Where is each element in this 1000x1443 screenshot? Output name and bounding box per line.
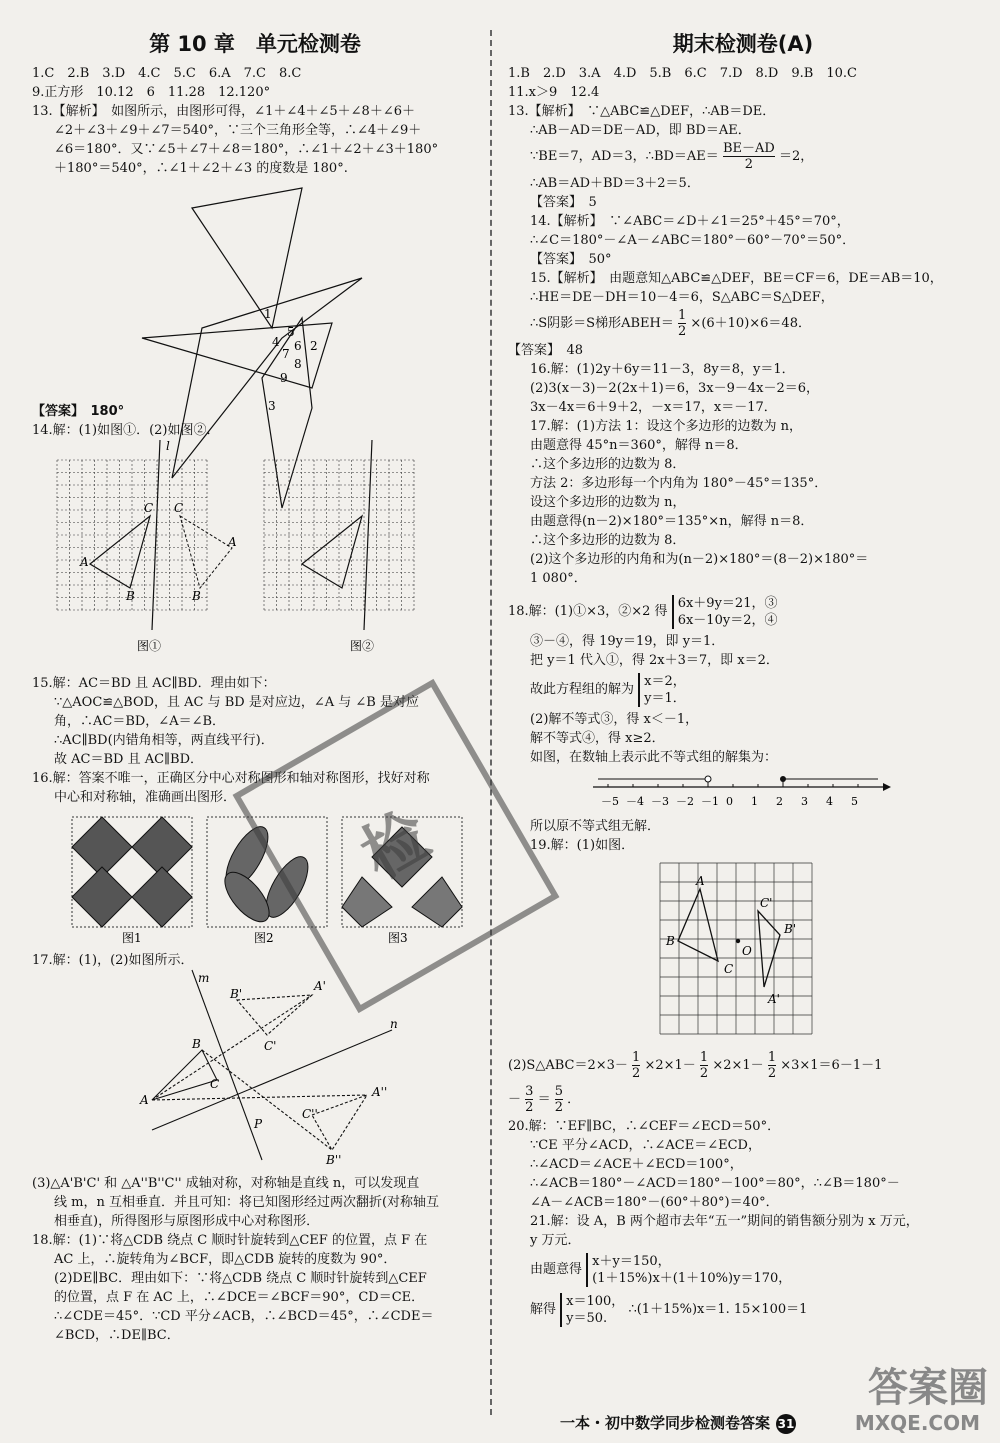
text-line: AC 上，∴旋转角为∠BCF，即△CDB 旋转的度数为 90°．: [54, 1252, 397, 1267]
text-line: (2)3(x－3)－2(2x＋1)＝6，3x－9－4x－2＝6，: [530, 381, 820, 396]
text-line: 把 y＝1 代入①，得 2x＋3＝7，即 x＝2．: [530, 653, 779, 668]
figure-label: C': [760, 896, 773, 910]
text: ＝: [537, 1092, 551, 1107]
r-q19-text: [508, 817, 978, 855]
numberline-tick: －4: [626, 795, 644, 808]
text-line: 如图，在数轴上表示此不等式组的解集为：: [530, 750, 778, 765]
text-line: ∴这个多边形的边数为 8．: [530, 533, 686, 548]
r-q15-fraction-line: [508, 307, 978, 341]
text-line: 16.解：答案不唯一，正确区分中心对称图形和轴对称图形，找好对称: [32, 771, 430, 786]
r-q13-15-text: [508, 174, 978, 307]
figure-label: A': [768, 992, 780, 1006]
text-line: ∴∠ACB＝180°－∠ACD＝180°－100°＝80°，∴∠B＝180°－: [530, 1176, 900, 1191]
numberline-tick: 2: [776, 795, 783, 808]
figure-label: m: [198, 971, 210, 985]
text: ×2×1－: [644, 1058, 696, 1073]
eq: (1＋15%)x＋(1＋10%)y＝170，: [592, 1270, 792, 1286]
figure-14: [32, 440, 478, 670]
q1-13-text: [32, 64, 478, 178]
text-line: y 万元．: [530, 1233, 581, 1248]
text-line: ∴∠C＝180°－∠A－∠ABC＝180°－60°－70°＝50°．: [530, 233, 856, 248]
fraction: $\frac{1}{2}$: [767, 1050, 777, 1081]
text-line: (3)△A'B'C' 和 △A''B''C'' 成轴对称，对称轴是直线 n，可以发现直: [32, 1176, 420, 1191]
figure-label: B': [230, 987, 243, 1001]
text-line: 角，∴AC＝BD，∠A＝∠B．: [54, 714, 226, 729]
figure-caption: 图1: [122, 931, 142, 945]
text-line: 线 m，n 互相垂直．并且可知：将已知图形经过两次翻折(对称轴互: [54, 1195, 440, 1210]
figure-label: 1: [264, 307, 272, 321]
text-line: 解不等式④，得 x≥2．: [530, 731, 665, 746]
figure-label: O: [742, 944, 752, 958]
text-line: 21.解：设 A，B 两个超市去年“五一”期间的销售额分别为 x 万元，: [530, 1214, 919, 1229]
text-line: 16.解：(1)2y＋6y＝11－3，8y＝8，y＝1．: [530, 362, 795, 377]
text: ∴S阴影＝S梯形ABEH＝: [530, 316, 674, 331]
text-line: 【答案】 5: [530, 195, 597, 210]
text-line: ∴这个多边形的边数为 8．: [530, 457, 686, 472]
q17-conclusion: [32, 1174, 478, 1231]
right-title: 期末检测卷(A): [672, 32, 814, 56]
eq: x＝100，: [566, 1293, 625, 1309]
q18-text: [32, 1231, 478, 1345]
text-line: 13.【解析】 ∵△ABC≌△DEF，∴AB＝DE．: [508, 104, 776, 119]
right-column: [508, 28, 978, 1330]
figure-label: C: [210, 1077, 220, 1091]
text-line: 13.【解析】 如图所示，由图形可得，∠1＋∠4＋∠5＋∠8＋∠6＋: [32, 104, 415, 119]
figure-caption: 图2: [254, 931, 274, 945]
text-line: 15.解：AC＝BD 且 AC∥BD．理由如下：: [32, 676, 276, 691]
figure-label: C': [264, 1039, 277, 1053]
text-line: ∠A－∠ACB＝180°－(60°＋80°)＝40°．: [530, 1195, 779, 1210]
text-line: 的位置，点 F 在 AC 上，∴∠DCE＝∠BCF＝90°，CD＝CE．: [54, 1290, 425, 1305]
text-line: ∴∠ACD＝∠ACE＋∠ECD＝100°，: [530, 1157, 743, 1172]
eq: 6x－10y＝2，④: [677, 612, 778, 628]
text: －: [508, 1092, 522, 1107]
text-line: 中心和对称轴，准确画出图形．: [54, 790, 237, 805]
text: ×2×1－: [712, 1058, 764, 1073]
column-divider: [490, 30, 492, 1415]
frac-den: 2: [744, 157, 753, 172]
figure-label: B': [784, 922, 797, 936]
frac-num: BE－AD: [722, 141, 775, 156]
figure-label: 9: [280, 371, 288, 385]
r-q19-2-tail: [508, 1083, 978, 1117]
fraction: $\frac{1}{2}$: [699, 1050, 709, 1081]
figure-17: [32, 970, 478, 1170]
q14-text: 14.解：(1)如图①．(2)如图②．: [32, 423, 220, 438]
numberline-tick: 1: [751, 795, 758, 808]
text: ×3×1＝6－1－1: [780, 1058, 883, 1073]
fraction: $\frac{5}{2}$: [554, 1084, 564, 1115]
text: ∴(1＋15%)x＝1. 15×100＝1: [628, 1302, 808, 1317]
figure-label: 2: [310, 339, 318, 353]
r-q18-head: [508, 592, 978, 632]
text: 18.解：(1)①×3，②×2 得: [508, 604, 668, 619]
text: ∵BE＝7，AD＝3，∴BD＝AE＝: [530, 149, 719, 164]
text-line: 【答案】 50°: [530, 252, 612, 267]
fraction: $\frac{1}{2}$: [632, 1050, 641, 1081]
footer-text: 一本・初中数学同步检测卷答案: [560, 1414, 771, 1432]
text-line: ∴HE＝DE－DH＝10－4＝6，S△ABC＝S△DEF，: [530, 290, 834, 305]
stamp-watermark: 检: [233, 679, 560, 1013]
text: (2)S△ABC＝2×3－: [508, 1058, 628, 1073]
text: 故此方程组的解为: [530, 682, 635, 697]
figure-label: C: [174, 501, 184, 515]
figure-caption: 图②: [350, 639, 375, 653]
text-line: ＋180°＝540°，∴∠1＋∠2＋∠3 的度数是 180°.: [54, 161, 348, 176]
figure-label: P: [254, 1117, 263, 1131]
numberline-tick: －2: [676, 795, 694, 808]
figure-label: 4: [272, 335, 280, 349]
figure-label: 5: [287, 325, 295, 339]
eq: y＝1．: [644, 690, 686, 706]
text-line: ∵△AOC≌△BOD，且 AC 与 BD 是对应边，∠A 与 ∠B 是对应: [54, 695, 419, 710]
figure-label: B: [192, 1037, 201, 1051]
text-line: ∠2＋∠3＋∠9＋∠7＝540°，∵三个三角形全等，∴∠4＋∠9＋: [54, 123, 422, 138]
numberline-tick: －1: [701, 795, 719, 808]
frac-num: 1: [678, 308, 687, 323]
text-line: 1 080°．: [530, 571, 587, 586]
figure-19: [508, 855, 978, 1045]
figure-label: B'': [326, 1153, 342, 1167]
text-line: ∴AB－AD＝DE－AD，即 BD＝AE．: [530, 123, 751, 138]
figure-label: C: [144, 501, 154, 515]
text-line: 15.【解析】 由题意知△ABC≌△DEF，BE＝CF＝6，DE＝AB＝10，: [530, 271, 943, 286]
figure-label: A: [228, 535, 237, 549]
eq: y＝50.: [566, 1310, 608, 1326]
figure-label: B: [192, 589, 201, 603]
text: 由题意得: [530, 1262, 583, 1277]
text-line: 1.B 2.D 3.A 4.D 5.B 6.C 7.D 8.D 9.B 10.C: [508, 66, 857, 81]
figure-label: n: [390, 1017, 398, 1031]
numberline-tick: 4: [826, 795, 833, 808]
text-line: 19.解：(1)如图．: [530, 838, 635, 853]
r-q18-text: [508, 632, 978, 670]
number-line: [508, 767, 978, 813]
figure-label: C: [724, 962, 734, 976]
text-line: ③－④，得 19y＝19，即 y＝1．: [530, 634, 725, 649]
text-line: 所以原不等式组无解．: [530, 819, 661, 834]
r-q18-solution: [508, 670, 978, 710]
r-q21-solution: [508, 1290, 978, 1330]
page-number: 31: [776, 1414, 796, 1434]
text-line: 设这个多边形的边数为 n，: [530, 495, 686, 510]
figure-label: B: [126, 589, 135, 603]
r-q21-system: [508, 1250, 978, 1290]
text-line: 由题意得(n－2)×180°＝135°×n，解得 n＝8．: [530, 514, 814, 529]
text-line: 由题意得 45°n＝360°，解得 n＝8．: [530, 438, 748, 453]
left-title: 第 10 章 单元检测卷: [149, 32, 361, 56]
text: ＝2，: [778, 149, 814, 164]
figure-label: 3: [268, 399, 276, 413]
figure-label: A: [696, 874, 705, 888]
figure-caption: 图3: [388, 931, 408, 945]
figure-label: A: [140, 1093, 149, 1107]
text-line: (2)DE∥BC．理由如下：∵将△CDB 绕点 C 顺时针旋转到△CEF: [54, 1271, 427, 1286]
text-line: 方法 2：多边形每一个内角为 180°－45°＝135°．: [530, 476, 828, 491]
numberline-tick: 5: [851, 795, 858, 808]
eq: 6x＋9y＝21，③: [677, 595, 778, 611]
eq: x＋y＝150，: [592, 1253, 671, 1269]
text-line: ∵CE 平分∠ACD，∴∠ACE＝∠ECD，: [530, 1138, 761, 1153]
numberline-tick: 0: [726, 795, 733, 808]
site-watermark-logo: 答案圈: [868, 1365, 988, 1411]
text-line: ∠BCD，∴DE∥BC．: [54, 1328, 180, 1343]
text-line: 9.正方形 10.12 6 11.28 12.120°: [32, 85, 271, 100]
figure-label: l: [166, 439, 170, 453]
text-line: ∴∠CDE＝45°．∵CD 平分∠ACB，∴∠BCD＝45°，∴∠CDE＝: [54, 1309, 434, 1324]
text-line: 3x－4x＝6＋9＋2，－x＝17，x＝－17．: [530, 400, 777, 415]
r-q15-17-text: [508, 341, 978, 588]
r-q19-2-line: [508, 1049, 978, 1083]
text: ．: [567, 1092, 581, 1107]
figure-label: 8: [294, 357, 302, 371]
figure-label: 6: [294, 339, 302, 353]
text-line: (2)解不等式③，得 x＜－1，: [530, 712, 699, 727]
text-line: 1.C 2.B 3.D 4.C 5.C 6.A 7.C 8.C: [32, 66, 302, 81]
r-q18b-text: [508, 710, 978, 767]
text: ×(6＋10)×6＝48．: [690, 316, 811, 331]
text-line: ∴AB＝AD＋BD＝3＋2＝5．: [530, 176, 700, 191]
figure-label: C'': [302, 1107, 318, 1121]
text-line: 14.【解析】 ∵∠ABC＝∠D＋∠1＝25°＋45°＝70°，: [530, 214, 850, 229]
eq: x＝2，: [644, 673, 686, 689]
numberline-tick: －5: [601, 795, 619, 808]
figure-caption: 图①: [137, 639, 162, 653]
figure-label: A'': [372, 1085, 388, 1099]
q17-text: 17.解：(1)，(2)如图所示．: [32, 953, 194, 968]
text-line: 故 AC＝BD 且 AC∥BD．: [54, 752, 204, 767]
fraction: $\frac{3}{2}$: [525, 1084, 534, 1115]
text-line: (2)这个多边形的内角和为(n－2)×180°＝(8－2)×180°＝: [530, 552, 869, 567]
left-column: [32, 28, 478, 1345]
page-footer: [560, 1412, 796, 1434]
text: 解得: [530, 1302, 557, 1317]
text-line: 相垂直)，所得图形与原图形成中心对称图形．: [54, 1214, 320, 1229]
figure-label: A: [80, 555, 89, 569]
text-line: 20.解：∵EF∥BC，∴∠CEF＝∠ECD＝50°．: [508, 1119, 781, 1134]
r-q13-fraction-line: [508, 140, 978, 174]
site-watermark-url: MXQE.COM: [854, 1411, 980, 1435]
text-line: 18.解：(1)∵将△CDB 绕点 C 顺时针旋转到△CEF 的位置，点 F 在: [32, 1233, 428, 1248]
text-line: 【答案】 48: [508, 343, 584, 358]
text-line: ∠6＝180°．又∵∠5＋∠7＋∠8＝180°，∴∠1＋∠2＋∠3＋180°: [54, 142, 439, 157]
frac-den: 2: [678, 324, 687, 339]
figure-label: B: [666, 934, 675, 948]
r-q1-13-text: [508, 64, 978, 140]
text-line: ∴AC∥BD(内错角相等，两直线平行)．: [54, 733, 274, 748]
q13-answer: 【答案】 180°: [32, 404, 125, 419]
numberline-tick: －3: [651, 795, 669, 808]
figure-label: 7: [282, 347, 290, 361]
text-line: 11.x＞9 12.4: [508, 85, 600, 100]
numberline-tick: 3: [801, 795, 808, 808]
figure-label: A': [314, 979, 326, 993]
text-line: 17.解：(1)方法 1：设这个多边形的边数为 n，: [530, 419, 802, 434]
r-q20-21-text: [508, 1117, 978, 1250]
